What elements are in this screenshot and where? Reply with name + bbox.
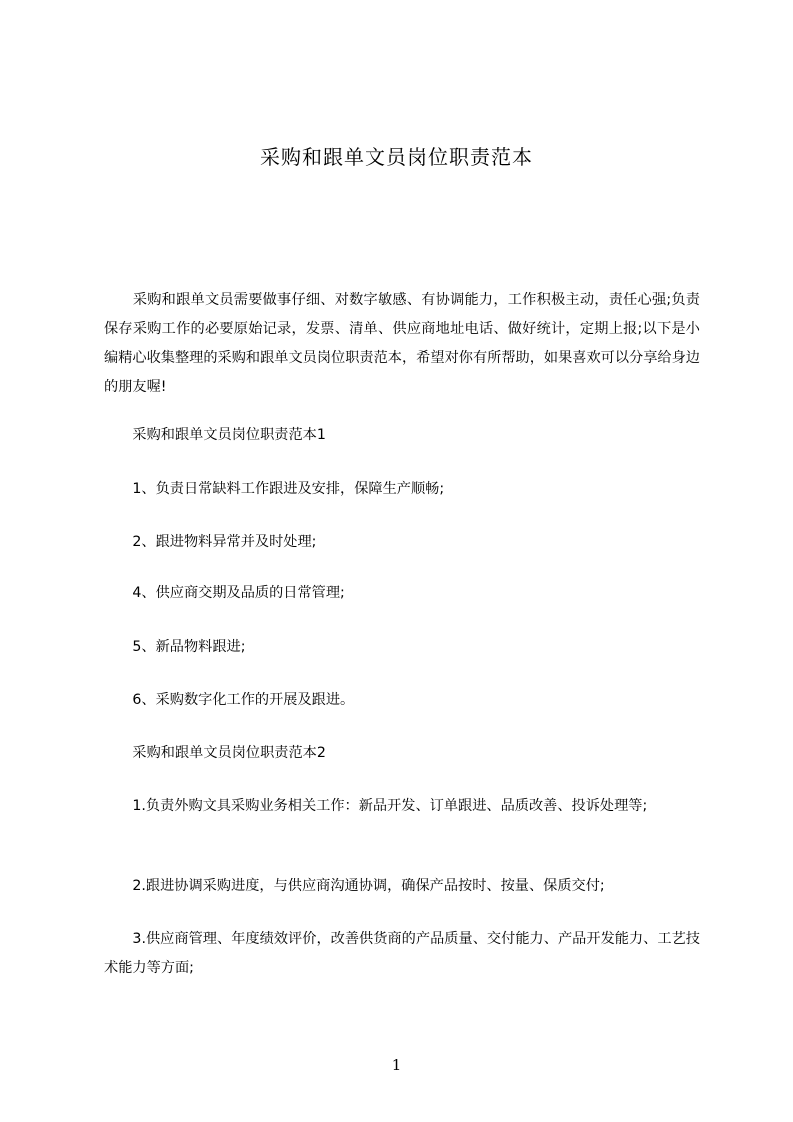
section-1-item-2: 2、跟进物料异常并及时处理; bbox=[104, 534, 317, 550]
section-1-heading: 采购和跟单文员岗位职责范本1 bbox=[104, 427, 326, 443]
section-2-item-3: 3.供应商管理、年度绩效评价，改善供货商的产品质量、交付能力、产品开发能力、工艺技术能力等方面; bbox=[104, 931, 700, 976]
section-1-item-4: 5、新品物料跟进; bbox=[104, 639, 246, 655]
section-1-item-5: 6、采购数字化工作的开展及跟进。 bbox=[104, 692, 355, 708]
section-1-item-3: 4、供应商交期及品质的日常管理; bbox=[104, 585, 345, 601]
section-2-item-2: 2.跟进协调采购进度，与供应商沟通协调，确保产品按时、按量、保质交付; bbox=[104, 878, 605, 894]
section-2-heading: 采购和跟单文员岗位职责范本2 bbox=[104, 745, 326, 761]
section-1-item-1: 1、负责日常缺料工作跟进及安排，保障生产顺畅; bbox=[104, 481, 445, 497]
page-number: 1 bbox=[391, 1056, 402, 1074]
section-2-item-1: 1.负责外购文具采购业务相关工作：新品开发、订单跟进、品质改善、投诉处理等; bbox=[104, 798, 648, 814]
document-title: 采购和跟单文员岗位职责范本 bbox=[260, 145, 533, 169]
intro-paragraph: 采购和跟单文员需要做事仔细、对数字敏感、有协调能力，工作积极主动，责任心强;负责保存采购工作的必要原始记录，发票、清单、供应商地址电话、做好统计，定期上报;以下是小编精心收集整理的采购和跟单文员岗位职责范本，希望对你有所帮助，如果喜欢可以分享给身边的朋友喔! bbox=[104, 292, 700, 395]
